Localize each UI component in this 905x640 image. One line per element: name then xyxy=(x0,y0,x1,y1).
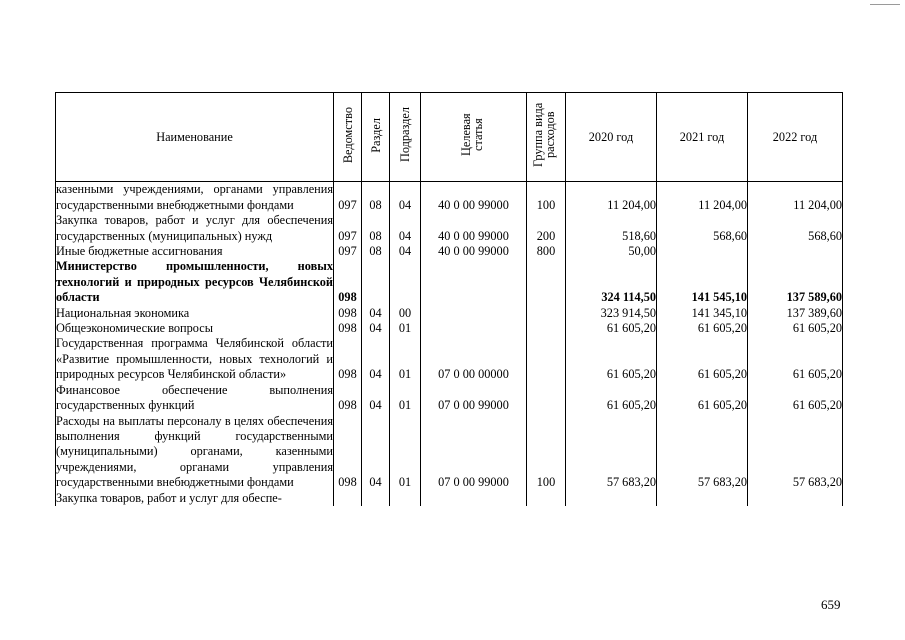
cell-name: Закупка товаров, работ и услуг для обеспечения государственных (муниципальных) нужд xyxy=(56,213,333,243)
cell-target xyxy=(421,491,527,506)
cell-dept: 098 xyxy=(334,383,362,414)
cell-expense-group xyxy=(527,491,566,506)
header-row xyxy=(56,93,843,182)
cell-2021: 61 605,20 xyxy=(657,383,748,414)
budget-table-body xyxy=(56,182,843,506)
cell-2020: 61 605,20 xyxy=(566,383,657,414)
cell-section: 08 xyxy=(362,244,390,259)
cell-name: казенными учреждениями, органами управления государственными внебюджетными фондами xyxy=(56,182,333,212)
table-row xyxy=(56,244,843,259)
table-row xyxy=(56,213,843,244)
table-row xyxy=(56,182,843,213)
cell-2021 xyxy=(657,244,748,259)
table-row xyxy=(56,336,843,382)
cell-2020: 11 204,00 xyxy=(566,182,657,213)
cell-dept: 097 xyxy=(334,213,362,244)
cell-2020: 61 605,20 xyxy=(566,321,657,336)
table-row xyxy=(56,306,843,321)
cell-2020: 57 683,20 xyxy=(566,414,657,491)
col-header-2022 xyxy=(748,93,843,182)
cell-subsection: 00 xyxy=(390,306,421,321)
cell-expense-group xyxy=(527,336,566,382)
cell-2022: 61 605,20 xyxy=(748,321,843,336)
cell-name: Государственная программа Челябинской области «Развитие промышленности, новых технологий и природных ресурсов Челябинской области» xyxy=(56,336,333,382)
col-header-2022-label: 2022 год xyxy=(772,129,818,144)
table-row xyxy=(56,383,843,414)
budget-table xyxy=(55,92,843,506)
col-header-target xyxy=(421,93,527,182)
cell-name: Закупка товаров, работ и услуг для обеспе- xyxy=(56,491,334,506)
cell-name: Национальная экономика xyxy=(56,306,334,321)
cell-section: 04 xyxy=(362,336,390,382)
cell-dept: 097 xyxy=(334,182,362,213)
cell-subsection: 04 xyxy=(390,182,421,213)
cell-2020 xyxy=(566,491,657,506)
corner-mark xyxy=(870,4,900,5)
col-header-expense-group-label: Группа вида расходов xyxy=(531,102,557,168)
cell-dept: 098 xyxy=(334,414,362,491)
cell-subsection: 01 xyxy=(390,336,421,382)
cell-dept: 098 xyxy=(334,306,362,321)
cell-2022: 57 683,20 xyxy=(748,414,843,491)
cell-2021: 141 545,10 xyxy=(657,259,748,305)
col-header-section xyxy=(362,93,390,182)
table-row xyxy=(56,491,843,506)
cell-target: 40 0 00 99000 xyxy=(421,213,527,244)
col-header-target-label: Целевая статья xyxy=(458,113,485,157)
cell-name: Иные бюджетные ассигнования xyxy=(56,244,334,259)
cell-2020: 324 114,50 xyxy=(566,259,657,305)
cell-target xyxy=(421,321,527,336)
cell-dept: 098 xyxy=(334,336,362,382)
col-header-dept xyxy=(334,93,362,182)
col-header-subsection xyxy=(390,93,421,182)
cell-target: 40 0 00 99000 xyxy=(421,244,527,259)
col-header-name xyxy=(56,93,334,182)
col-header-2020 xyxy=(566,93,657,182)
cell-2022: 137 589,60 xyxy=(748,259,843,305)
col-header-expense-group xyxy=(527,93,566,182)
table-row xyxy=(56,321,843,336)
cell-2020: 50,00 xyxy=(566,244,657,259)
cell-2021: 568,60 xyxy=(657,213,748,244)
cell-target xyxy=(421,306,527,321)
cell-2020: 518,60 xyxy=(566,213,657,244)
cell-section: 04 xyxy=(362,306,390,321)
cell-target: 07 0 00 99000 xyxy=(421,414,527,491)
col-header-dept-label: Ведомство xyxy=(340,106,355,164)
cell-subsection xyxy=(390,491,421,506)
cell-subsection: 04 xyxy=(390,213,421,244)
col-header-2020-label: 2020 год xyxy=(588,129,634,144)
col-header-2021-label: 2021 год xyxy=(679,129,725,144)
cell-2022: 11 204,00 xyxy=(748,182,843,213)
cell-subsection: 04 xyxy=(390,244,421,259)
cell-expense-group xyxy=(527,259,566,305)
cell-target: 40 0 00 99000 xyxy=(421,182,527,213)
cell-2022: 568,60 xyxy=(748,213,843,244)
cell-subsection xyxy=(390,259,421,305)
col-header-name-label: Наименование xyxy=(156,129,233,144)
col-header-2021 xyxy=(657,93,748,182)
table-row xyxy=(56,259,843,305)
cell-section: 04 xyxy=(362,321,390,336)
cell-section: 08 xyxy=(362,182,390,213)
cell-expense-group xyxy=(527,321,566,336)
cell-2022 xyxy=(748,491,843,506)
cell-dept: 098 xyxy=(334,259,362,305)
cell-section: 04 xyxy=(362,414,390,491)
cell-2021: 61 605,20 xyxy=(657,336,748,382)
cell-2021: 61 605,20 xyxy=(657,321,748,336)
cell-target xyxy=(421,259,527,305)
cell-2022: 137 389,60 xyxy=(748,306,843,321)
cell-section: 04 xyxy=(362,383,390,414)
cell-2021: 57 683,20 xyxy=(657,414,748,491)
cell-name: Министерство промышленности, новых технологий и природных ресурсов Челябинской области xyxy=(56,259,333,305)
cell-2020: 323 914,50 xyxy=(566,306,657,321)
cell-section xyxy=(362,259,390,305)
cell-section: 08 xyxy=(362,213,390,244)
cell-target: 07 0 00 99000 xyxy=(421,383,527,414)
cell-2022: 61 605,20 xyxy=(748,383,843,414)
cell-expense-group: 200 xyxy=(527,213,566,244)
cell-section xyxy=(362,491,390,506)
cell-expense-group xyxy=(527,306,566,321)
col-header-section-label: Раздел xyxy=(368,117,383,153)
cell-name: Общеэкономические вопросы xyxy=(56,321,334,336)
cell-expense-group: 100 xyxy=(527,182,566,213)
cell-2020: 61 605,20 xyxy=(566,336,657,382)
cell-target: 07 0 00 00000 xyxy=(421,336,527,382)
page-number: 659 xyxy=(821,597,841,612)
cell-subsection: 01 xyxy=(390,414,421,491)
col-header-subsection-label: Подраздел xyxy=(398,107,412,163)
cell-dept xyxy=(334,491,362,506)
cell-expense-group: 100 xyxy=(527,414,566,491)
cell-2022: 61 605,20 xyxy=(748,336,843,382)
cell-subsection: 01 xyxy=(390,383,421,414)
cell-expense-group xyxy=(527,383,566,414)
cell-name: Финансовое обеспечение выполнения государственных функций xyxy=(56,382,333,413)
cell-2022 xyxy=(748,244,843,259)
table-row xyxy=(56,414,843,491)
cell-dept: 097 xyxy=(334,244,362,259)
cell-2021: 11 204,00 xyxy=(657,182,748,213)
cell-2021 xyxy=(657,491,748,506)
cell-name: Расходы на выплаты персоналу в целях обеспечения выполнения функций государственными (муниципальными) органами, казенными учреждениями, органами управления государственными внебюджетными фондами xyxy=(56,413,333,490)
cell-2021: 141 345,10 xyxy=(657,306,748,321)
cell-subsection: 01 xyxy=(390,321,421,336)
cell-expense-group: 800 xyxy=(527,244,566,259)
cell-dept: 098 xyxy=(334,321,362,336)
